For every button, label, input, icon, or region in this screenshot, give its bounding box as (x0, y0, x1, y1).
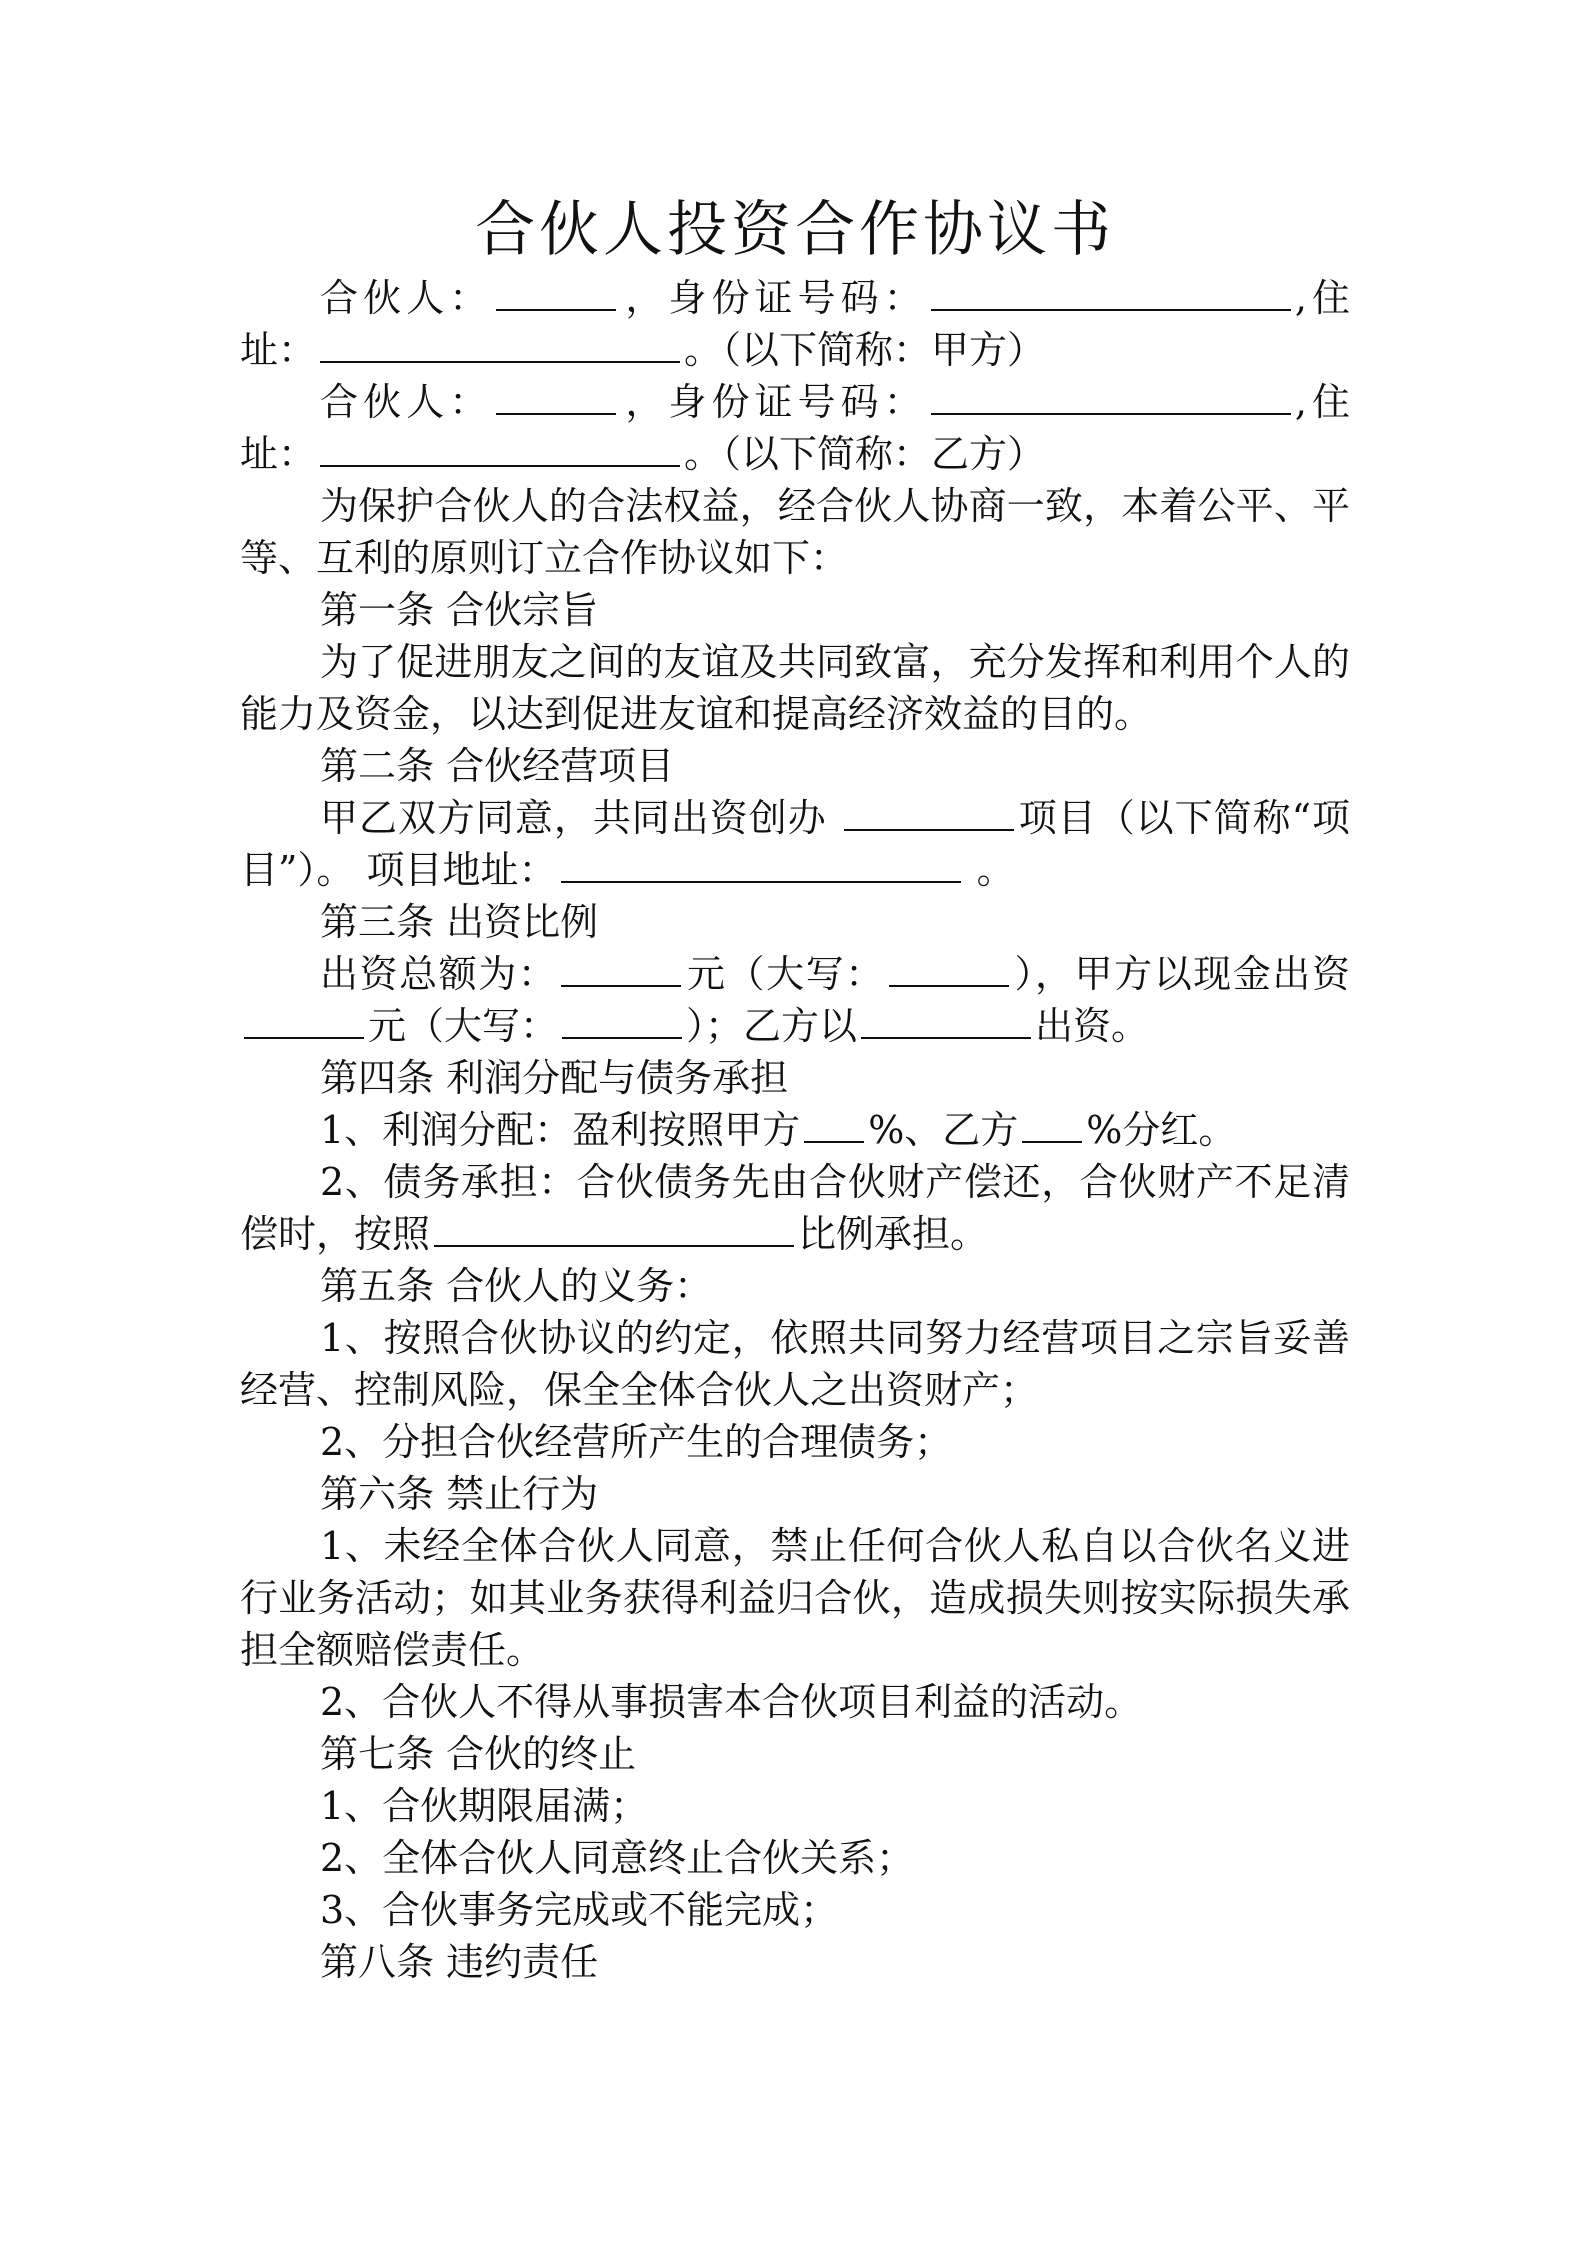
party-label: 合伙人： (320, 380, 493, 424)
party-a-percent-blank[interactable] (804, 1107, 864, 1143)
article-7-item-3: 3、合伙事务完成或不能完成； (320, 1888, 839, 1932)
id-blank[interactable] (931, 379, 1291, 415)
text: 项目（以下简称“项目”）。 项目地址： (240, 796, 1350, 892)
address-label: ,住址： (240, 380, 1350, 476)
project-address-blank[interactable] (561, 847, 961, 883)
article-1-body: 为了促进朋友之间的友谊及共同致富，充分发挥和利用个人的能力及资金，以达到促进友谊和提高经济效益的目的。 (240, 640, 1350, 736)
article-5-item-1: 1、按照合伙协议的约定，依照共同努力经营项目之宗旨妥善经营、控制风险，保全全体合伙人之出资财产； (240, 1316, 1350, 1412)
debt-ratio-blank[interactable] (434, 1211, 794, 1247)
project-name-blank[interactable] (844, 795, 1014, 831)
party-b-contribution-blank[interactable] (861, 1003, 1031, 1039)
party-a-amount-blank[interactable] (244, 1003, 364, 1039)
party-suffix: 。（以下简称：乙方） (684, 432, 1046, 476)
text: 甲乙双方同意，共同出资创办 (320, 796, 827, 840)
total-amount-blank[interactable] (561, 951, 681, 987)
party-b-line (240, 376, 1350, 480)
party-suffix: 。（以下简称：甲方） (684, 328, 1046, 372)
article-7-heading: 第七条 合伙的终止 (320, 1732, 637, 1776)
text: %、乙方 (868, 1108, 1019, 1152)
address-blank[interactable] (320, 327, 680, 363)
text: 。 (976, 848, 1015, 892)
article-6-heading: 第六条 禁止行为 (320, 1472, 599, 1516)
name-blank[interactable] (496, 379, 616, 415)
text: 出资总额为： (320, 952, 558, 996)
address-label: ,住址： (240, 276, 1350, 372)
article-2-heading: 第二条 合伙经营项目 (320, 744, 675, 788)
id-label: ，身份证号码： (620, 380, 927, 424)
article-7-item-2: 2、全体合伙人同意终止合伙关系； (320, 1836, 915, 1880)
article-8-heading: 第八条 违约责任 (320, 1940, 599, 1984)
article-1-heading: 第一条 合伙宗旨 (320, 588, 599, 632)
total-amount-words-blank[interactable] (889, 951, 1009, 987)
article-7-item-1: 1、合伙期限届满； (320, 1784, 649, 1828)
article-3-body (240, 948, 1350, 1052)
text: ）；乙方以 (686, 1004, 858, 1048)
article-5-item-2: 2、分担合伙经营所产生的合理债务； (320, 1420, 953, 1464)
preamble: 为保护合伙人的合法权益，经合伙人协商一致，本着公平、平等、互利的原则订立合作协议如下： (240, 484, 1350, 580)
party-a-amount-words-blank[interactable] (562, 1003, 682, 1039)
party-a-line (240, 272, 1350, 376)
article-3-heading: 第三条 出资比例 (320, 900, 599, 944)
name-blank[interactable] (496, 275, 616, 311)
text: 元（大写： (685, 952, 885, 996)
party-label: 合伙人： (320, 276, 493, 320)
article-4-item-1 (240, 1104, 1350, 1156)
id-label: ，身份证号码： (620, 276, 927, 320)
article-6-item-1: 1、未经全体合伙人同意，禁止任何合伙人私自以合伙名义进行业务活动；如其业务获得利益归合伙，造成损失则按实际损失承担全额赔偿责任。 (240, 1524, 1350, 1672)
document-page (240, 190, 1350, 1988)
id-blank[interactable] (931, 275, 1291, 311)
text: 1、利润分配：盈利按照甲方 (320, 1108, 801, 1152)
article-4-heading: 第四条 利润分配与债务承担 (320, 1056, 789, 1100)
party-b-percent-blank[interactable] (1022, 1107, 1082, 1143)
article-4-item-2 (240, 1156, 1350, 1260)
text: ），甲方以现金出资 (1012, 952, 1350, 996)
text: 出资。 (1035, 1004, 1150, 1048)
text: 2、债务承担：合伙债务先由合伙财产偿还，合伙财产不足清偿时，按照 (240, 1160, 1350, 1256)
article-6-item-2: 2、合伙人不得从事损害本合伙项目利益的活动。 (320, 1680, 1143, 1724)
document-title: 合伙人投资合作协议书 (475, 195, 1115, 265)
article-5-heading: 第五条 合伙人的义务： (320, 1264, 713, 1308)
text: 比例承担。 (798, 1212, 989, 1256)
address-blank[interactable] (320, 431, 680, 467)
text: 元（大写： (368, 1004, 559, 1048)
article-2-body (240, 792, 1350, 896)
text: %分红。 (1086, 1108, 1237, 1152)
